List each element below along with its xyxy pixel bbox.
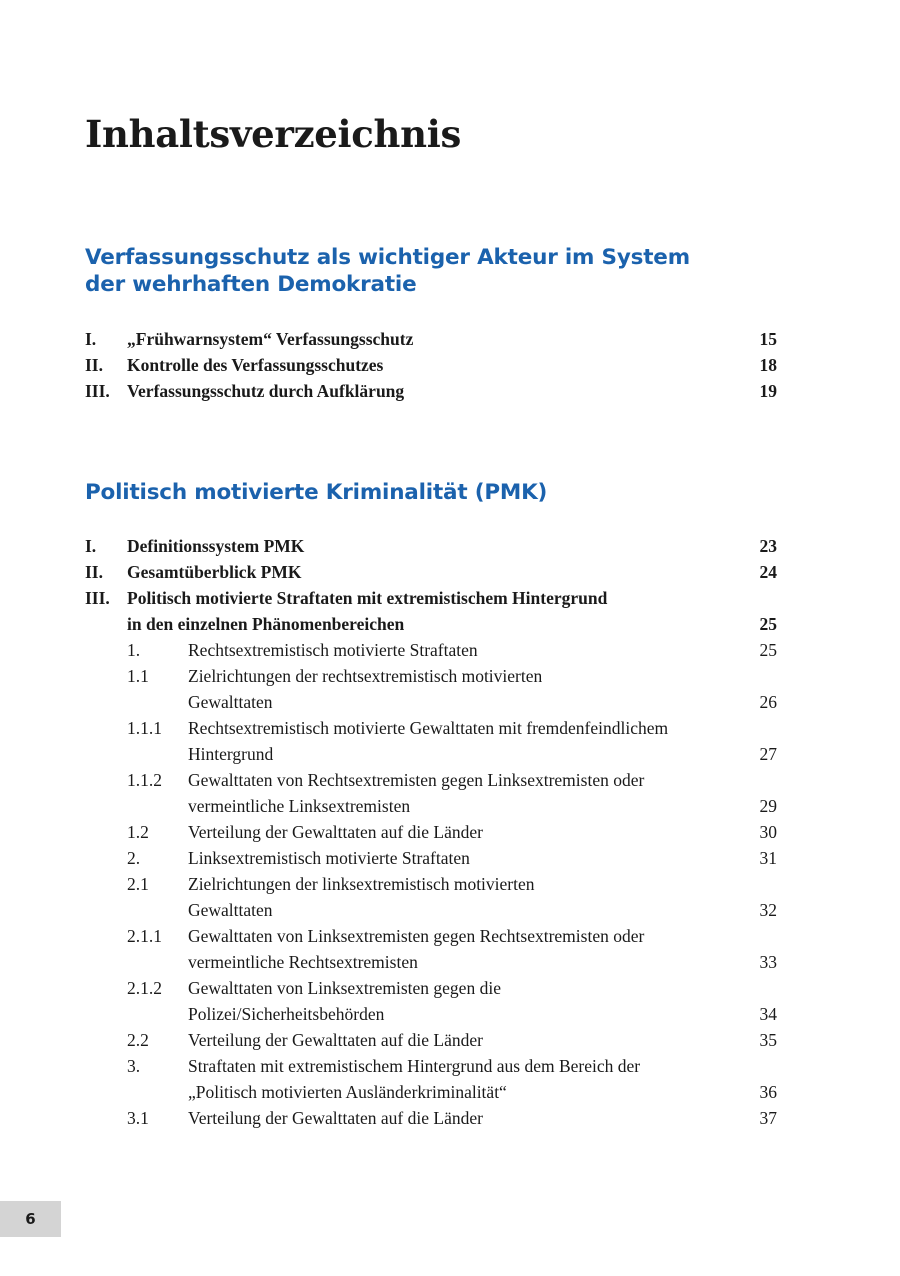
toc-entry-title-line: Gewalttaten von Linksextremisten gegen die — [188, 978, 501, 998]
toc-list-verfassungsschutz — [85, 326, 777, 404]
toc-entry-page: 23 — [759, 536, 777, 556]
toc-entry-title-line: Kontrolle des Verfassungsschutzes — [127, 355, 384, 375]
toc-entry-page: 24 — [759, 562, 777, 582]
toc-entry-page: 27 — [759, 744, 777, 764]
toc-entry[interactable] — [85, 533, 777, 559]
toc-entry-title — [188, 975, 777, 1027]
toc-entry-title-line: Rechtsextremistisch motivierte Gewalttaten mit fremdenfeindlichem — [188, 718, 669, 738]
toc-entry-title-line: vermeintliche Linksextremisten — [188, 796, 411, 816]
toc-entry-number: 1. — [127, 640, 141, 660]
toc-entry[interactable] — [85, 1053, 777, 1105]
toc-entry-title — [188, 1053, 777, 1105]
toc-entry-title-line: Gewalttaten von Linksextremisten gegen Rechtsextremisten oder — [188, 926, 645, 946]
heading-line: Verfassungsschutz als wichtiger Akteur im System — [85, 245, 690, 270]
toc-entry-page: 25 — [759, 640, 777, 660]
toc-entry[interactable] — [85, 326, 777, 352]
toc-entry-title-line: Gewalttaten — [188, 900, 273, 920]
toc-entry[interactable] — [85, 845, 777, 871]
toc-entry-number: 1.1 — [127, 666, 149, 686]
toc-entry-page: 25 — [759, 614, 777, 634]
toc-entry[interactable] — [85, 352, 777, 378]
toc-entry-page: 29 — [759, 796, 777, 816]
toc-entry-title-line: Gesamtüberblick PMK — [127, 562, 302, 582]
toc-entry[interactable] — [85, 663, 777, 715]
toc-entry[interactable] — [85, 1027, 777, 1053]
section-heading-pmk — [85, 479, 547, 506]
toc-entry-page: 37 — [759, 1108, 777, 1128]
toc-entry-title-line: Linksextremistisch motivierte Straftaten — [188, 848, 470, 868]
toc-entry-number: II. — [85, 355, 103, 375]
toc-entry[interactable] — [85, 975, 777, 1027]
toc-entry-title-line: Rechtsextremistisch motivierte Straftaten — [188, 640, 478, 660]
toc-entry-number: I. — [85, 536, 97, 556]
toc-entry-title — [188, 663, 777, 715]
toc-entry-title — [188, 819, 777, 845]
toc-entry-title — [127, 378, 777, 404]
toc-entry-number: 2.1 — [127, 874, 149, 894]
toc-entry-title-line: Zielrichtungen der rechtsextremistisch motivierten — [188, 666, 543, 686]
toc-entry-page: 32 — [759, 900, 777, 920]
toc-entry-title — [188, 715, 777, 767]
toc-entry-title-line: Gewalttaten — [188, 692, 273, 712]
toc-entry-number: 1.1.2 — [127, 770, 162, 790]
toc-entry-page: 19 — [759, 381, 777, 401]
toc-entry-page: 31 — [759, 848, 777, 868]
toc-entry-title-line: Hintergrund — [188, 744, 274, 764]
toc-entry[interactable] — [85, 871, 777, 923]
page-number: 6 — [0, 1201, 61, 1237]
toc-entry-title-line: Politisch motivierte Straftaten mit extremistischem Hintergrund — [127, 588, 608, 608]
section-heading-verfassungsschutz — [85, 244, 690, 298]
toc-entry-title-line: Definitionssystem PMK — [127, 536, 305, 556]
toc-entry-title-line: „Frühwarnsystem“ Verfassungsschutz — [127, 329, 414, 349]
toc-entry-title — [127, 352, 777, 378]
toc-entry-page: 15 — [759, 329, 777, 349]
toc-entry-page: 26 — [759, 692, 777, 712]
toc-entry-number: I. — [85, 329, 97, 349]
toc-entry-title — [188, 1105, 777, 1131]
toc-entry-number: 2.2 — [127, 1030, 149, 1050]
toc-entry-title — [188, 1027, 777, 1053]
toc-entry-title — [188, 923, 777, 975]
toc-entry-title-line: Verfassungsschutz durch Aufklärung — [127, 381, 405, 401]
toc-entry-title — [127, 559, 777, 585]
heading-line: Politisch motivierte Kriminalität (PMK) — [85, 480, 548, 505]
toc-entry-title-line: Polizei/Sicherheitsbehörden — [188, 1004, 385, 1024]
toc-entry[interactable] — [85, 637, 777, 663]
toc-entry[interactable] — [85, 819, 777, 845]
toc-entry-number: III. — [85, 381, 110, 401]
toc-entry[interactable] — [85, 378, 777, 404]
toc-entry[interactable] — [85, 585, 777, 637]
toc-entry-title — [127, 533, 777, 559]
toc-entry-number: 3.1 — [127, 1108, 149, 1128]
toc-entry-title-line: in den einzelnen Phänomenbereichen — [127, 614, 405, 634]
toc-entry-number: 3. — [127, 1056, 141, 1076]
page-title: Inhaltsverzeichnis — [85, 112, 462, 156]
toc-entry-title — [127, 326, 777, 352]
toc-entry-title-line: Verteilung der Gewalttaten auf die Länder — [188, 822, 483, 842]
toc-entry-title — [127, 585, 777, 637]
toc-entry-page: 34 — [759, 1004, 777, 1024]
toc-entry-page: 36 — [759, 1082, 777, 1102]
toc-entry-title — [188, 767, 777, 819]
toc-entry-number: 2.1.2 — [127, 978, 162, 998]
toc-entry-title — [188, 845, 777, 871]
toc-entry-title-line: Verteilung der Gewalttaten auf die Länder — [188, 1030, 483, 1050]
toc-entry-title-line: „Politisch motivierten Ausländerkriminalität“ — [188, 1082, 507, 1102]
toc-entry-title-line: Zielrichtungen der linksextremistisch motivierten — [188, 874, 535, 894]
toc-entry[interactable] — [85, 767, 777, 819]
toc-entry[interactable] — [85, 923, 777, 975]
toc-entry-number: 1.2 — [127, 822, 149, 842]
toc-entry-number: 2. — [127, 848, 141, 868]
toc-list-pmk — [85, 533, 777, 1131]
toc-entry-number: 1.1.1 — [127, 718, 162, 738]
toc-entry-number: 2.1.1 — [127, 926, 162, 946]
toc-entry-title — [188, 637, 777, 663]
toc-entry[interactable] — [85, 715, 777, 767]
toc-entry-title-line: Straftaten mit extremistischem Hintergrund aus dem Bereich der — [188, 1056, 641, 1076]
toc-entry-title-line: Verteilung der Gewalttaten auf die Länder — [188, 1108, 483, 1128]
toc-entry[interactable] — [85, 1105, 777, 1131]
toc-entry-page: 33 — [759, 952, 777, 972]
toc-entry-number: II. — [85, 562, 103, 582]
toc-entry-page: 30 — [759, 822, 777, 842]
heading-line: der wehrhaften Demokratie — [85, 272, 417, 297]
toc-entry[interactable] — [85, 559, 777, 585]
toc-entry-title — [188, 871, 777, 923]
toc-entry-title-line: vermeintliche Rechtsextremisten — [188, 952, 418, 972]
toc-entry-number: III. — [85, 588, 110, 608]
toc-entry-title-line: Gewalttaten von Rechtsextremisten gegen Linksextremisten oder — [188, 770, 645, 790]
toc-entry-page: 18 — [759, 355, 777, 375]
toc-entry-page: 35 — [759, 1030, 777, 1050]
